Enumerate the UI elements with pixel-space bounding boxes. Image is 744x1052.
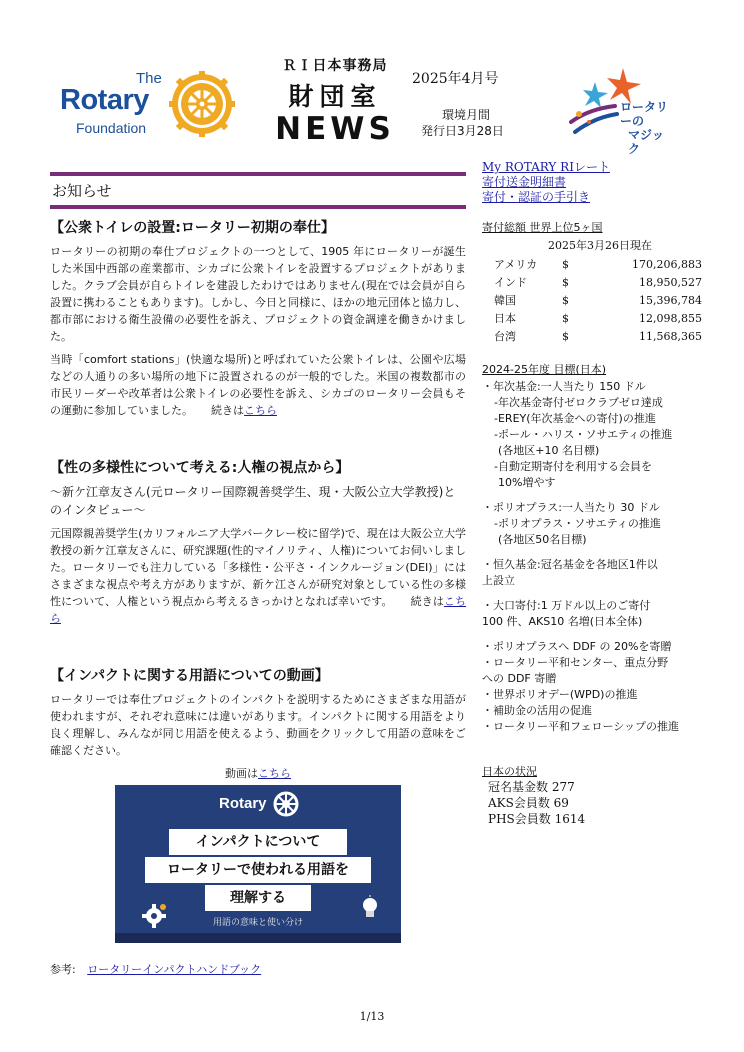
video-brand: Rotary (219, 795, 267, 812)
japan-stat: PHS会員数 1614 (488, 812, 586, 826)
sidebar-link-remittance[interactable]: 寄付送金明細書 (482, 175, 567, 189)
goal-major-gifts: ・大口寄付:1 万ドル以上のご寄付 (482, 599, 651, 612)
video-title-line-3: 理解する (205, 885, 311, 911)
reference-link[interactable]: ロータリーインパクトハンドブック (87, 963, 262, 976)
foundation-logo (60, 68, 240, 140)
masthead-title-ja: 財団室 (288, 82, 382, 111)
goal-item: -ポリオプラス・ソサエティの推進 (494, 517, 661, 530)
logo-the: The (136, 70, 162, 87)
table-row (482, 327, 718, 345)
giving-value: 15,396,784 (639, 293, 702, 307)
reference-line (50, 961, 466, 977)
magic-text (620, 100, 675, 156)
video-subtitle: 用語の意味と使い分け (212, 918, 303, 928)
goal-item: -年次基金寄付ゼロクラブゼロ達成 (494, 396, 663, 409)
logo-rotary: Rotary (60, 84, 149, 116)
table-row (482, 255, 718, 273)
article-1-title: 【公衆トイレの設置:ロータリー初期の奉仕】 (50, 220, 335, 236)
article-3-title: 【インパクトに関する用語についての動画】 (50, 668, 329, 684)
giving-value: 12,098,855 (639, 311, 702, 325)
giving-currency: $ (562, 329, 569, 343)
giving-country: インド (494, 276, 527, 289)
sidebar-links (482, 160, 718, 205)
notice-heading: お知らせ (52, 182, 112, 200)
goal-item: -自動定期寄付を利用する会員を (494, 460, 652, 473)
giving-table (482, 255, 718, 345)
gear-icon (141, 903, 167, 929)
article-1-paragraph-2 (50, 351, 466, 419)
giving-currency: $ (562, 257, 569, 271)
section-divider-bottom (50, 205, 466, 209)
video-title-line-2: ロータリーで使われる用語を (145, 857, 371, 883)
page-number: 1/13 (359, 1010, 385, 1023)
sidebar (482, 160, 718, 827)
sidebar-link-ri-rate[interactable]: My ROTARY RIレート (482, 160, 610, 174)
giving-country: アメリカ (494, 258, 538, 271)
video-link[interactable]: こちら (258, 767, 291, 780)
video-control-bar[interactable] (115, 933, 401, 943)
goal-item: 上設立 (482, 574, 515, 587)
giving-country: 韓国 (494, 294, 516, 307)
goals-heading: 2024-25年度 目標(日本) (482, 363, 607, 376)
article-2-paragraph-text: 元国際親善奨学生(カリフォルニア大学バークレー校に留学)で、現在は大阪公立大学教授の新ケ江章友さんに、研究課題(性的マイノリティ、人権)についてお伺いしました。ロータリーでも注力している「多様性・公平さ・インクルージョン(DEI)」にはさまざまな視点や考え方がありますが、新ケ江さんが研究対象としている性の多様性について、人権という視点から考えるきっかけとなれば幸いです。 (50, 527, 466, 608)
publish-date: 発行日3月28日 (421, 124, 504, 138)
giving-value: 18,950,527 (639, 275, 702, 289)
goal-item: 10%増やす (498, 476, 556, 489)
goal-item: -EREY(年次基金への寄付)の推進 (494, 412, 656, 425)
sidebar-link-guide[interactable]: 寄付・認証の手引き (482, 190, 591, 204)
goal-item: (各地区+10 名目標) (498, 444, 600, 457)
issue-label: 2025年4月号 (412, 71, 499, 87)
article-1-paragraph-2-text: 当時「comfort stations」(快適な場所)と呼ばれていた公衆トイレは、公園や広場などの人通りの多い場所の地下に設置されるのが一般的でした。米国の複数都市の市民リーダーや改革者は公衆トイレの必要性を訴え、シカゴのロータリー会員もその運動に参加していました。 (50, 353, 466, 417)
video-label: 動画は (225, 767, 258, 780)
header (0, 0, 744, 156)
giving-currency: $ (562, 311, 569, 325)
article-1-more-link[interactable]: こちら (244, 404, 277, 417)
goal-polioplus: ・ポリオプラス:一人当たり 30 ドル (482, 501, 660, 514)
giving-currency: $ (562, 293, 569, 307)
giving-currency: $ (562, 275, 569, 289)
goal-item: ・ロータリー平和センター、重点分野 (482, 656, 669, 669)
giving-value: 170,206,883 (632, 257, 702, 271)
reference-label: 参考: (50, 963, 76, 976)
main-column (50, 172, 466, 977)
video-caption (50, 765, 466, 781)
video-title-line-1: インパクトについて (169, 829, 347, 855)
magic-line-1: ロータリーの (620, 100, 669, 128)
giving-value: 11,568,365 (639, 329, 702, 343)
table-row (482, 273, 718, 291)
goal-item: (各地区50名目標) (498, 533, 587, 546)
article-2-subtitle: ～新ケ江章友さん(元ロータリー国際親善奨学生、現・大阪公立大学教授)とのインタビュー～ (50, 485, 456, 517)
giving-country: 日本 (494, 312, 516, 325)
magic-line-2: マジック (628, 128, 665, 156)
giving-date: 2025年3月26日現在 (548, 239, 652, 252)
giving-country: 台湾 (494, 330, 516, 343)
office-name: ＲＩ日本事務局 (282, 58, 388, 74)
giving-heading: 寄付総額 世界上位5ヶ国 (482, 221, 603, 234)
goal-item: ・ロータリー平和フェローシップの推進 (482, 720, 680, 733)
japan-stat: 冠名基金数 277 (488, 780, 575, 794)
goals-list (482, 379, 718, 735)
goal-annual-fund: ・年次基金:一人当たり 150 ドル (482, 380, 646, 393)
lightbulb-icon (359, 895, 381, 921)
table-row (482, 291, 718, 309)
goal-endowment: ・恒久基金:冠名基金を各地区1件以 (482, 558, 658, 571)
japan-status-heading: 日本の状況 (482, 765, 537, 778)
goal-item: ・世界ポリオデー(WPD)の推進 (482, 688, 638, 701)
article-2-title: 【性の多様性について考える:人権の視点から】 (50, 460, 350, 476)
newsletter-masthead (270, 55, 400, 147)
article-1-more-label: 続きは (211, 404, 244, 417)
article-1-paragraph-1: ロータリーの初期の奉仕プロジェクトの一つとして、1905 年にロータリーが誕生した米国中西部の産業都市、シカゴに公衆トイレを設置するプロジェクトがありました。クラブ会員が自らトイレを建設したわけではありません(現在では会員が自ら設置に携わることもあります)。しかし、今日と同様に、ほかの地元団体と協力し、都市部における衛生設備の必要性を訴え、プロジェクトの資金調達を働きかけました。 (50, 245, 466, 343)
masthead-title-en: NEWS (275, 111, 395, 147)
table-row (482, 309, 718, 327)
month-theme: 環境月間 (442, 108, 491, 122)
goal-item: ・ポリオプラスへ DDF の 20%を寄贈 (482, 640, 672, 653)
video-wheel-icon (273, 791, 299, 817)
article-3-paragraph: ロータリーでは奉仕プロジェクトのインパクトを説明するためにさまざまな用語が使われますが、それぞれ意味には違いがあります。インパクトに関する用語をより良く理解し、みんなが同じ用語を使えるよう、動画をクリックして用語の意味をご確認ください。 (50, 693, 466, 757)
goal-item: への DDF 寄贈 (482, 672, 557, 685)
video-thumbnail[interactable] (115, 785, 401, 943)
goal-item: ・補助金の活用の促進 (482, 704, 592, 717)
article-2-more-label: 続きは (410, 595, 444, 608)
goal-item: 100 件、AKS10 名増(日本全体) (482, 615, 643, 628)
rotary-magic-logo (565, 62, 675, 156)
goal-item: -ポール・ハリス・ソサエティの推進 (494, 428, 673, 441)
article-2-more-link[interactable]: こちら (50, 595, 467, 625)
japan-stat: AKS会員数 69 (488, 796, 569, 810)
article-2-paragraph (50, 525, 466, 627)
rotary-wheel-icon (168, 70, 236, 138)
logo-foundation: Foundation (76, 120, 147, 136)
